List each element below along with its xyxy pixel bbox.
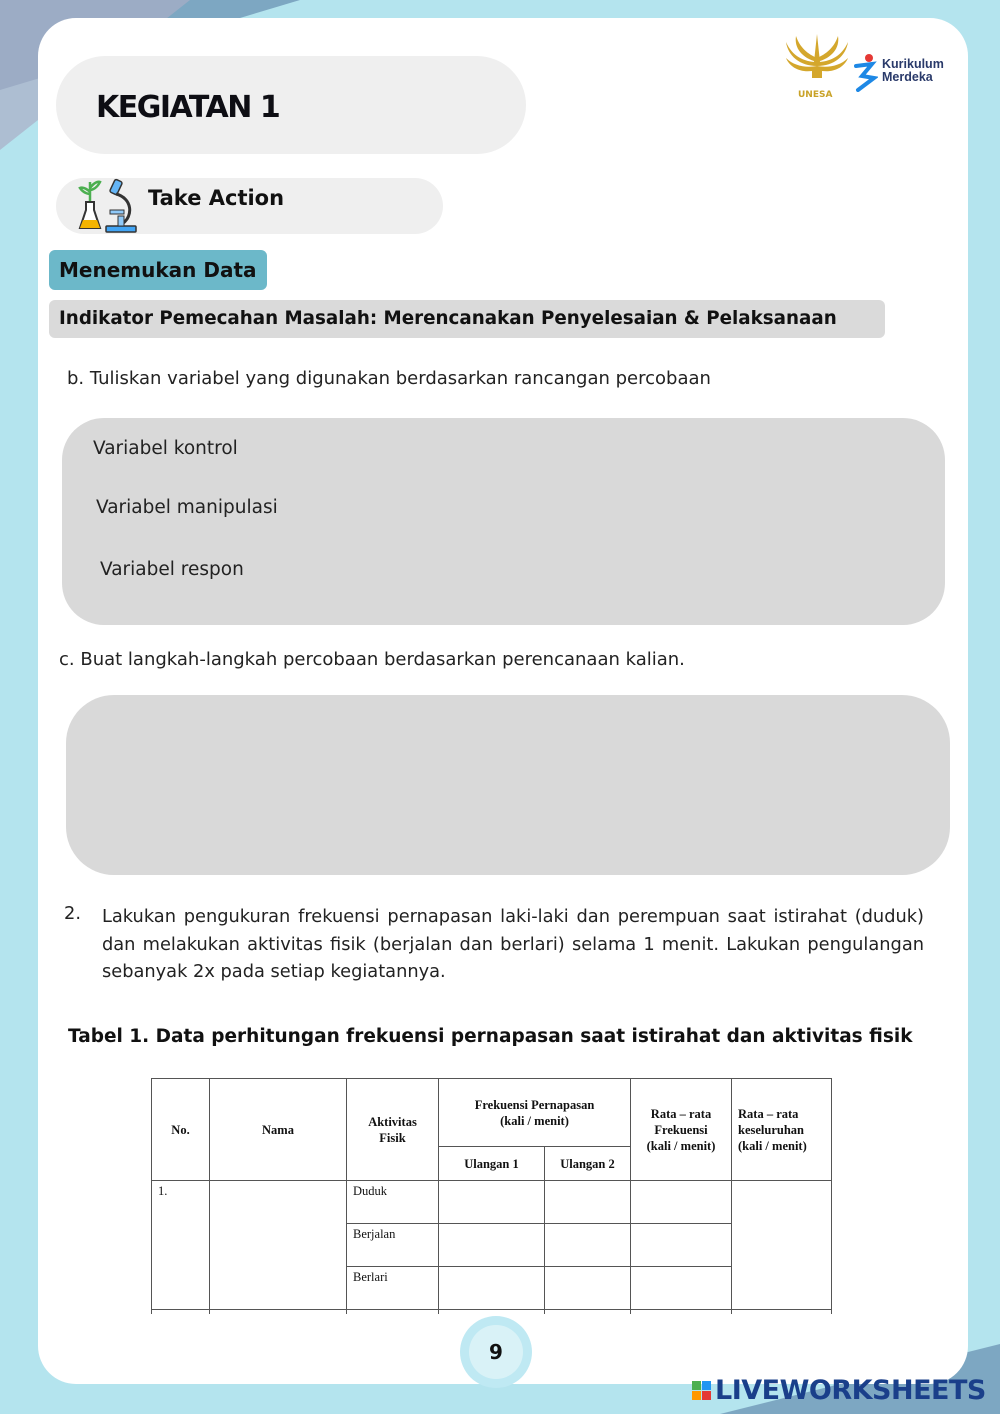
ulangan2-cell[interactable] [545, 1224, 631, 1267]
steps-answer-box[interactable] [66, 695, 950, 875]
rata-cell[interactable] [631, 1224, 732, 1267]
header-no: No. [152, 1079, 210, 1181]
activity-cell: Duduk [347, 1181, 439, 1224]
table-row-partial [152, 1310, 832, 1315]
row-name-cell[interactable] [210, 1181, 347, 1310]
take-action-label: Take Action [148, 186, 285, 210]
rata-cell[interactable] [631, 1267, 732, 1310]
row-number: 1. [152, 1181, 210, 1310]
worksheet-page [38, 18, 968, 1384]
kurikulum-merdeka-label: Kurikulum Merdeka [882, 57, 944, 84]
question-b-text: b. Tuliskan variabel yang digunakan berdasarkan rancangan percobaan [67, 368, 711, 389]
variable-manipulation-label: Variabel manipulasi [96, 497, 278, 518]
header-rata-keseluruhan: Rata – rata keseluruhan (kali / menit) [732, 1079, 832, 1181]
variable-control-label: Variabel kontrol [93, 438, 238, 459]
rata-cell[interactable] [631, 1181, 732, 1224]
table-row [152, 1181, 832, 1224]
menemukan-data-tag: Menemukan Data [49, 250, 267, 290]
header-frekuensi: Frekuensi Pernapasan (kali / menit) [439, 1079, 631, 1147]
data-table-wrapper [151, 1078, 832, 1314]
kurikulum-merdeka-logo-icon [852, 52, 878, 92]
liveworksheets-logo-icon [692, 1381, 711, 1400]
header-aktivitas: Aktivitas Fisik [347, 1079, 439, 1181]
activity-cell: Berjalan [347, 1224, 439, 1267]
table-caption: Tabel 1. Data perhitungan frekuensi pernapasan saat istirahat dan aktivitas fisik [68, 1026, 913, 1047]
instruction-number: 2. [64, 903, 81, 924]
header-nama: Nama [210, 1079, 347, 1181]
header-ulangan-1: Ulangan 1 [439, 1147, 545, 1181]
ulangan2-cell[interactable] [545, 1267, 631, 1310]
liveworksheets-brand [692, 1373, 986, 1407]
header-rata-rata: Rata – rata Frekuensi (kali / menit) [631, 1079, 732, 1181]
variable-response-label: Variabel respon [100, 559, 244, 580]
activity-cell: Berlari [347, 1267, 439, 1310]
unesa-label: UNESA [798, 90, 833, 100]
page-title: KEGIATAN 1 [96, 90, 280, 125]
respiration-data-table [151, 1078, 832, 1314]
page-number: 9 [469, 1325, 523, 1379]
ulangan1-cell[interactable] [439, 1224, 545, 1267]
ulangan1-cell[interactable] [439, 1181, 545, 1224]
ulangan2-cell[interactable] [545, 1181, 631, 1224]
question-c-text: c. Buat langkah-langkah percobaan berdasarkan perencanaan kalian. [59, 649, 685, 670]
instruction-text: Lakukan pengukuran frekuensi pernapasan laki-laki dan perempuan saat istirahat (duduk) dan melakukan aktivitas fisik (berjalan dan berlari) selama 1 menit. Lakukan pengulangan sebanyak 2x pada setiap kegiatannya. [102, 906, 924, 982]
header-ulangan-2: Ulangan 2 [545, 1147, 631, 1181]
liveworksheets-label: LIVEWORKSHEETS [715, 1374, 986, 1406]
rata-keseluruhan-cell[interactable] [732, 1181, 832, 1310]
lab-plant-microscope-icon [78, 176, 140, 236]
unesa-logo-icon [782, 28, 852, 98]
header-logos [782, 28, 962, 108]
indicator-banner: Indikator Pemecahan Masalah: Merencanakan Penyelesaian & Pelaksanaan [49, 300, 885, 338]
ulangan1-cell[interactable] [439, 1267, 545, 1310]
